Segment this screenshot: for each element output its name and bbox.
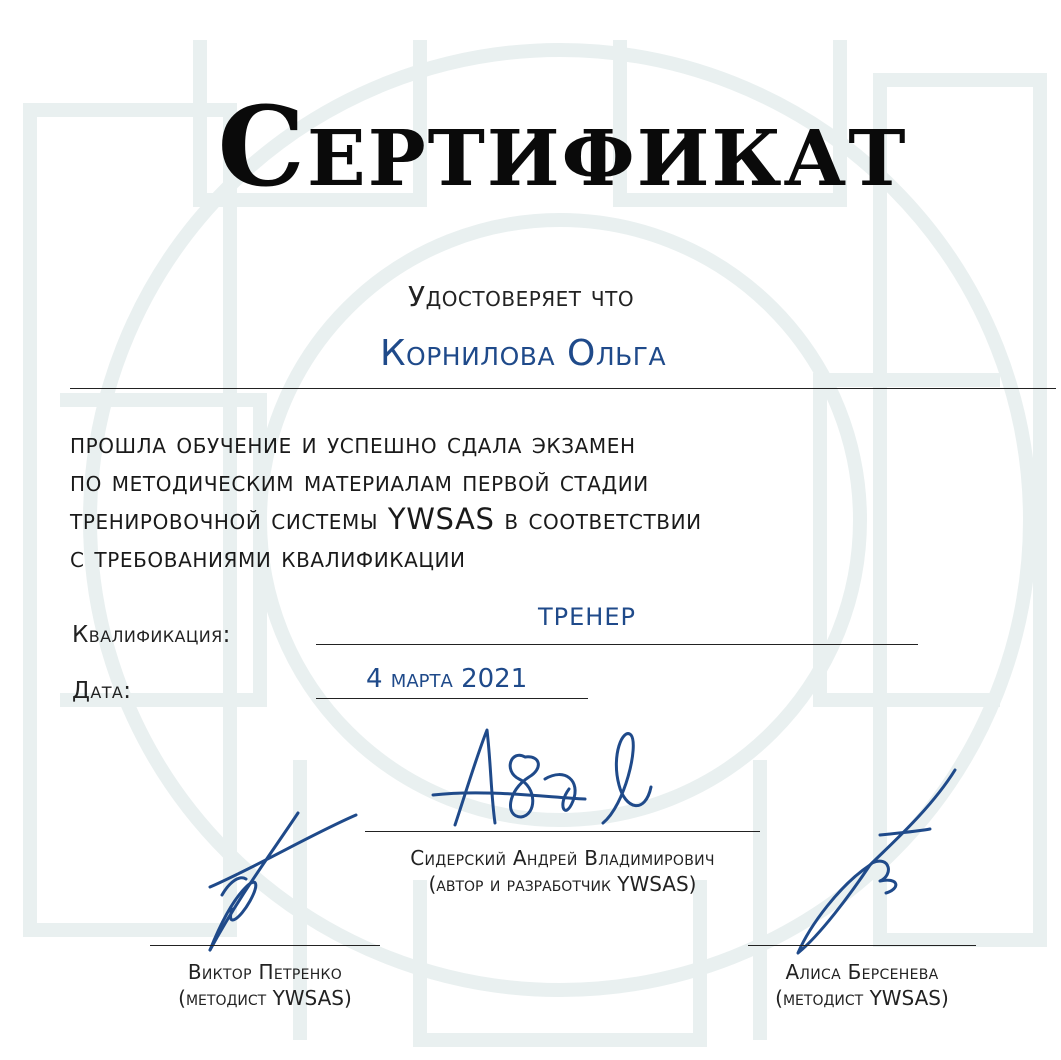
- signature-line-left: [150, 945, 380, 946]
- certify-text: Удостоверяет что: [408, 280, 635, 313]
- body-line-2: по методическим материалам первой стадии: [70, 464, 649, 498]
- body-line-1: прошла обучение и успешно сдала экзамен: [70, 426, 636, 460]
- date-value: 4 марта 2021: [366, 664, 528, 694]
- signatory-name-author: Сидерский Андрей Владимирович: [410, 846, 715, 870]
- date-label: Дата:: [72, 678, 132, 704]
- signature-line-author: [365, 831, 760, 832]
- signatory-name-left: Виктор Петренко: [187, 960, 343, 984]
- signatory-role-left: (методист YWSAS): [178, 986, 352, 1010]
- recipient-name: Корнилова Ольга: [380, 333, 667, 374]
- signatory-role-right: (методист YWSAS): [775, 986, 949, 1010]
- signature-left: [170, 805, 370, 955]
- signatory-name-right: Алиса Берсенева: [785, 960, 939, 984]
- signatory-role-author: (автор и разработчик YWSAS): [428, 872, 697, 896]
- name-underline: [70, 388, 1056, 389]
- certificate-title: Сертификат: [217, 82, 908, 211]
- qualification-underline: [316, 644, 918, 645]
- qualification-value: тренер: [538, 594, 636, 634]
- body-line-4: с требованиями квалификации: [70, 540, 466, 574]
- signature-line-right: [748, 945, 976, 946]
- signature-right: [780, 765, 980, 965]
- date-underline: [316, 698, 588, 699]
- qualification-label: Квалификация:: [72, 622, 231, 648]
- body-line-3: тренировочной системы YWSAS в соответствии: [70, 502, 702, 536]
- certificate-body: [70, 424, 1030, 576]
- signature-author: [425, 725, 665, 835]
